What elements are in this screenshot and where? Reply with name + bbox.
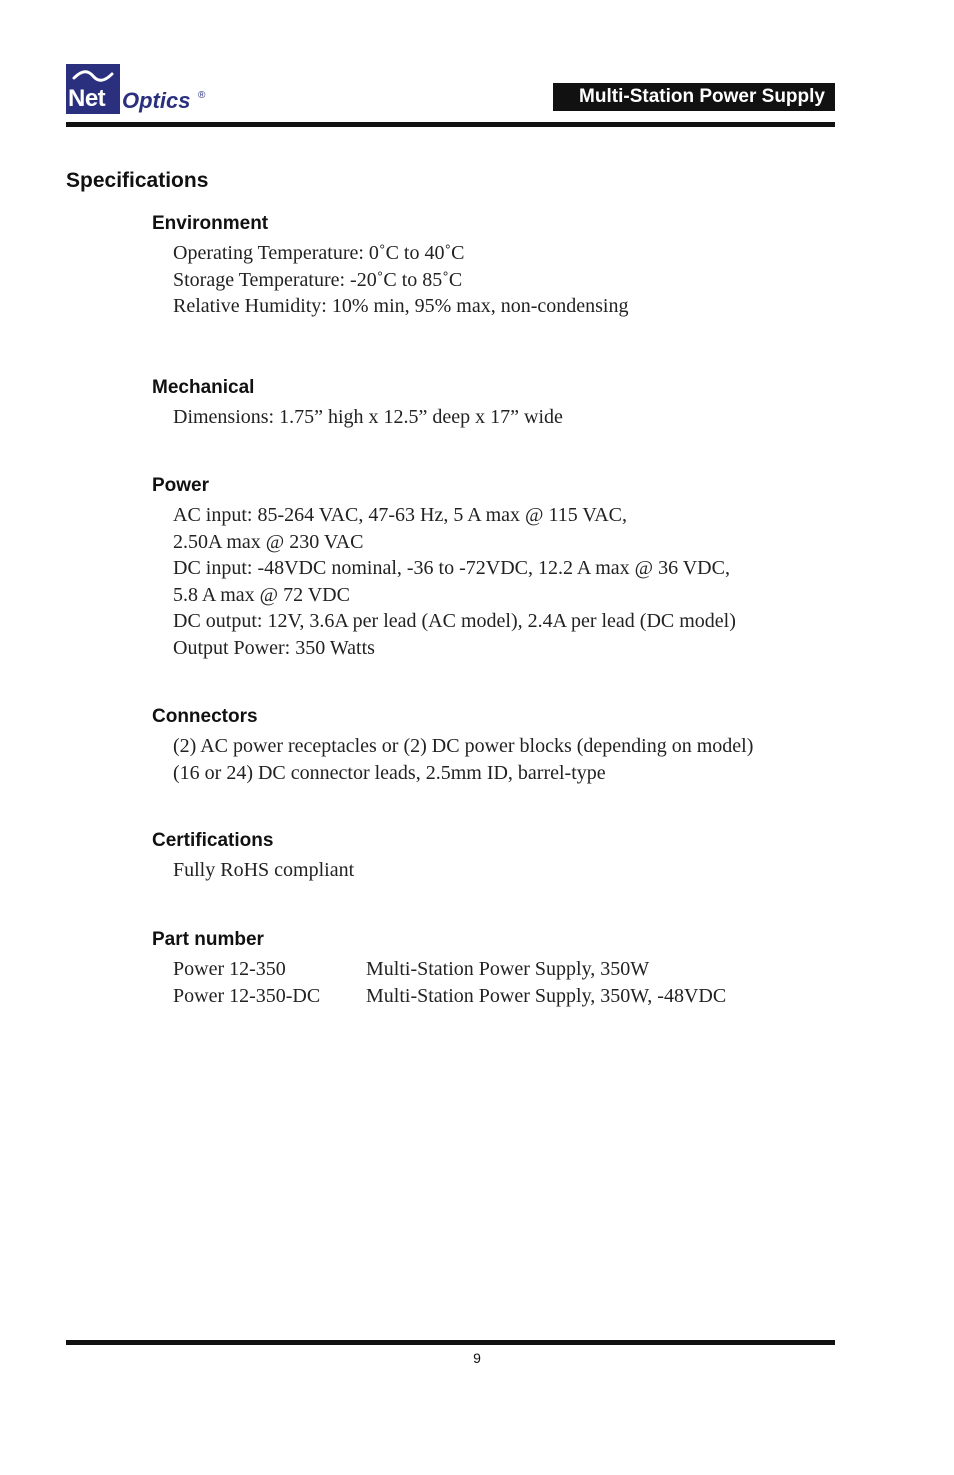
footer-rule — [66, 1340, 835, 1345]
spec-line: Relative Humidity: 10% min, 95% max, non-condensing — [173, 295, 629, 317]
logo-registered-mark: ® — [198, 90, 206, 101]
spec-line: AC input: 85-264 VAC, 47-63 Hz, 5 A max @ 115 VAC, — [173, 504, 628, 526]
part-row — [173, 956, 832, 983]
spec-line: (16 or 24) DC connector leads, 2.5mm ID, barrel-type — [173, 761, 606, 784]
section-heading: Part number — [152, 929, 264, 950]
spec-line: (2) AC power receptacles or (2) DC power blocks (depending on model) — [173, 735, 754, 757]
section-heading: Certifications — [152, 830, 274, 851]
spec-line: Dimensions: 1.75” high x 12.5” deep x 17” wide — [173, 406, 563, 428]
page-title: Specifications — [66, 169, 209, 192]
document-title: Multi-Station Power Supply — [553, 83, 835, 111]
part-number: Power 12-350 — [173, 958, 286, 980]
section-power — [152, 472, 832, 703]
logo-box — [66, 64, 120, 114]
section-heading: Power — [152, 475, 210, 496]
section-mechanical — [152, 374, 832, 472]
section-connectors — [152, 703, 832, 827]
spec-line: Output Power: 350 Watts — [173, 636, 375, 659]
spec-line: Fully RoHS compliant — [173, 859, 355, 881]
section-environment — [152, 210, 832, 374]
part-description: Multi-Station Power Supply, 350W, -48VDC — [366, 985, 727, 1007]
spec-line: 2.50A max @ 230 VAC — [173, 530, 364, 553]
part-description: Multi-Station Power Supply, 350W — [366, 958, 650, 980]
page-number: 9 — [473, 1350, 481, 1366]
section-part-number — [152, 926, 832, 1010]
part-number: Power 12-350-DC — [173, 985, 321, 1007]
spec-line: DC input: -48VDC nominal, -36 to -72VDC, 12.2 A max @ 36 VDC, — [173, 557, 730, 579]
logo-net-text: Net — [68, 85, 106, 112]
spec-line: Operating Temperature: 0˚C to 40˚C — [173, 242, 465, 264]
section-certifications — [152, 827, 832, 926]
net-optics-logo — [66, 64, 226, 116]
section-heading: Connectors — [152, 706, 258, 727]
logo-optics-text: Optics — [122, 88, 191, 113]
section-heading: Mechanical — [152, 377, 255, 398]
wave-icon — [72, 68, 114, 84]
part-row — [173, 983, 832, 1010]
section-heading: Environment — [152, 213, 269, 234]
spec-line: DC output: 12V, 3.6A per lead (AC model), 2.4A per lead (DC model) — [173, 610, 736, 632]
header-rule — [66, 122, 835, 127]
specifications-list — [152, 210, 832, 1010]
page-header — [66, 64, 835, 128]
part-number-table — [173, 956, 832, 1010]
spec-line: Storage Temperature: -20˚C to 85˚C — [173, 268, 463, 291]
spec-line: 5.8 A max @ 72 VDC — [173, 583, 350, 606]
